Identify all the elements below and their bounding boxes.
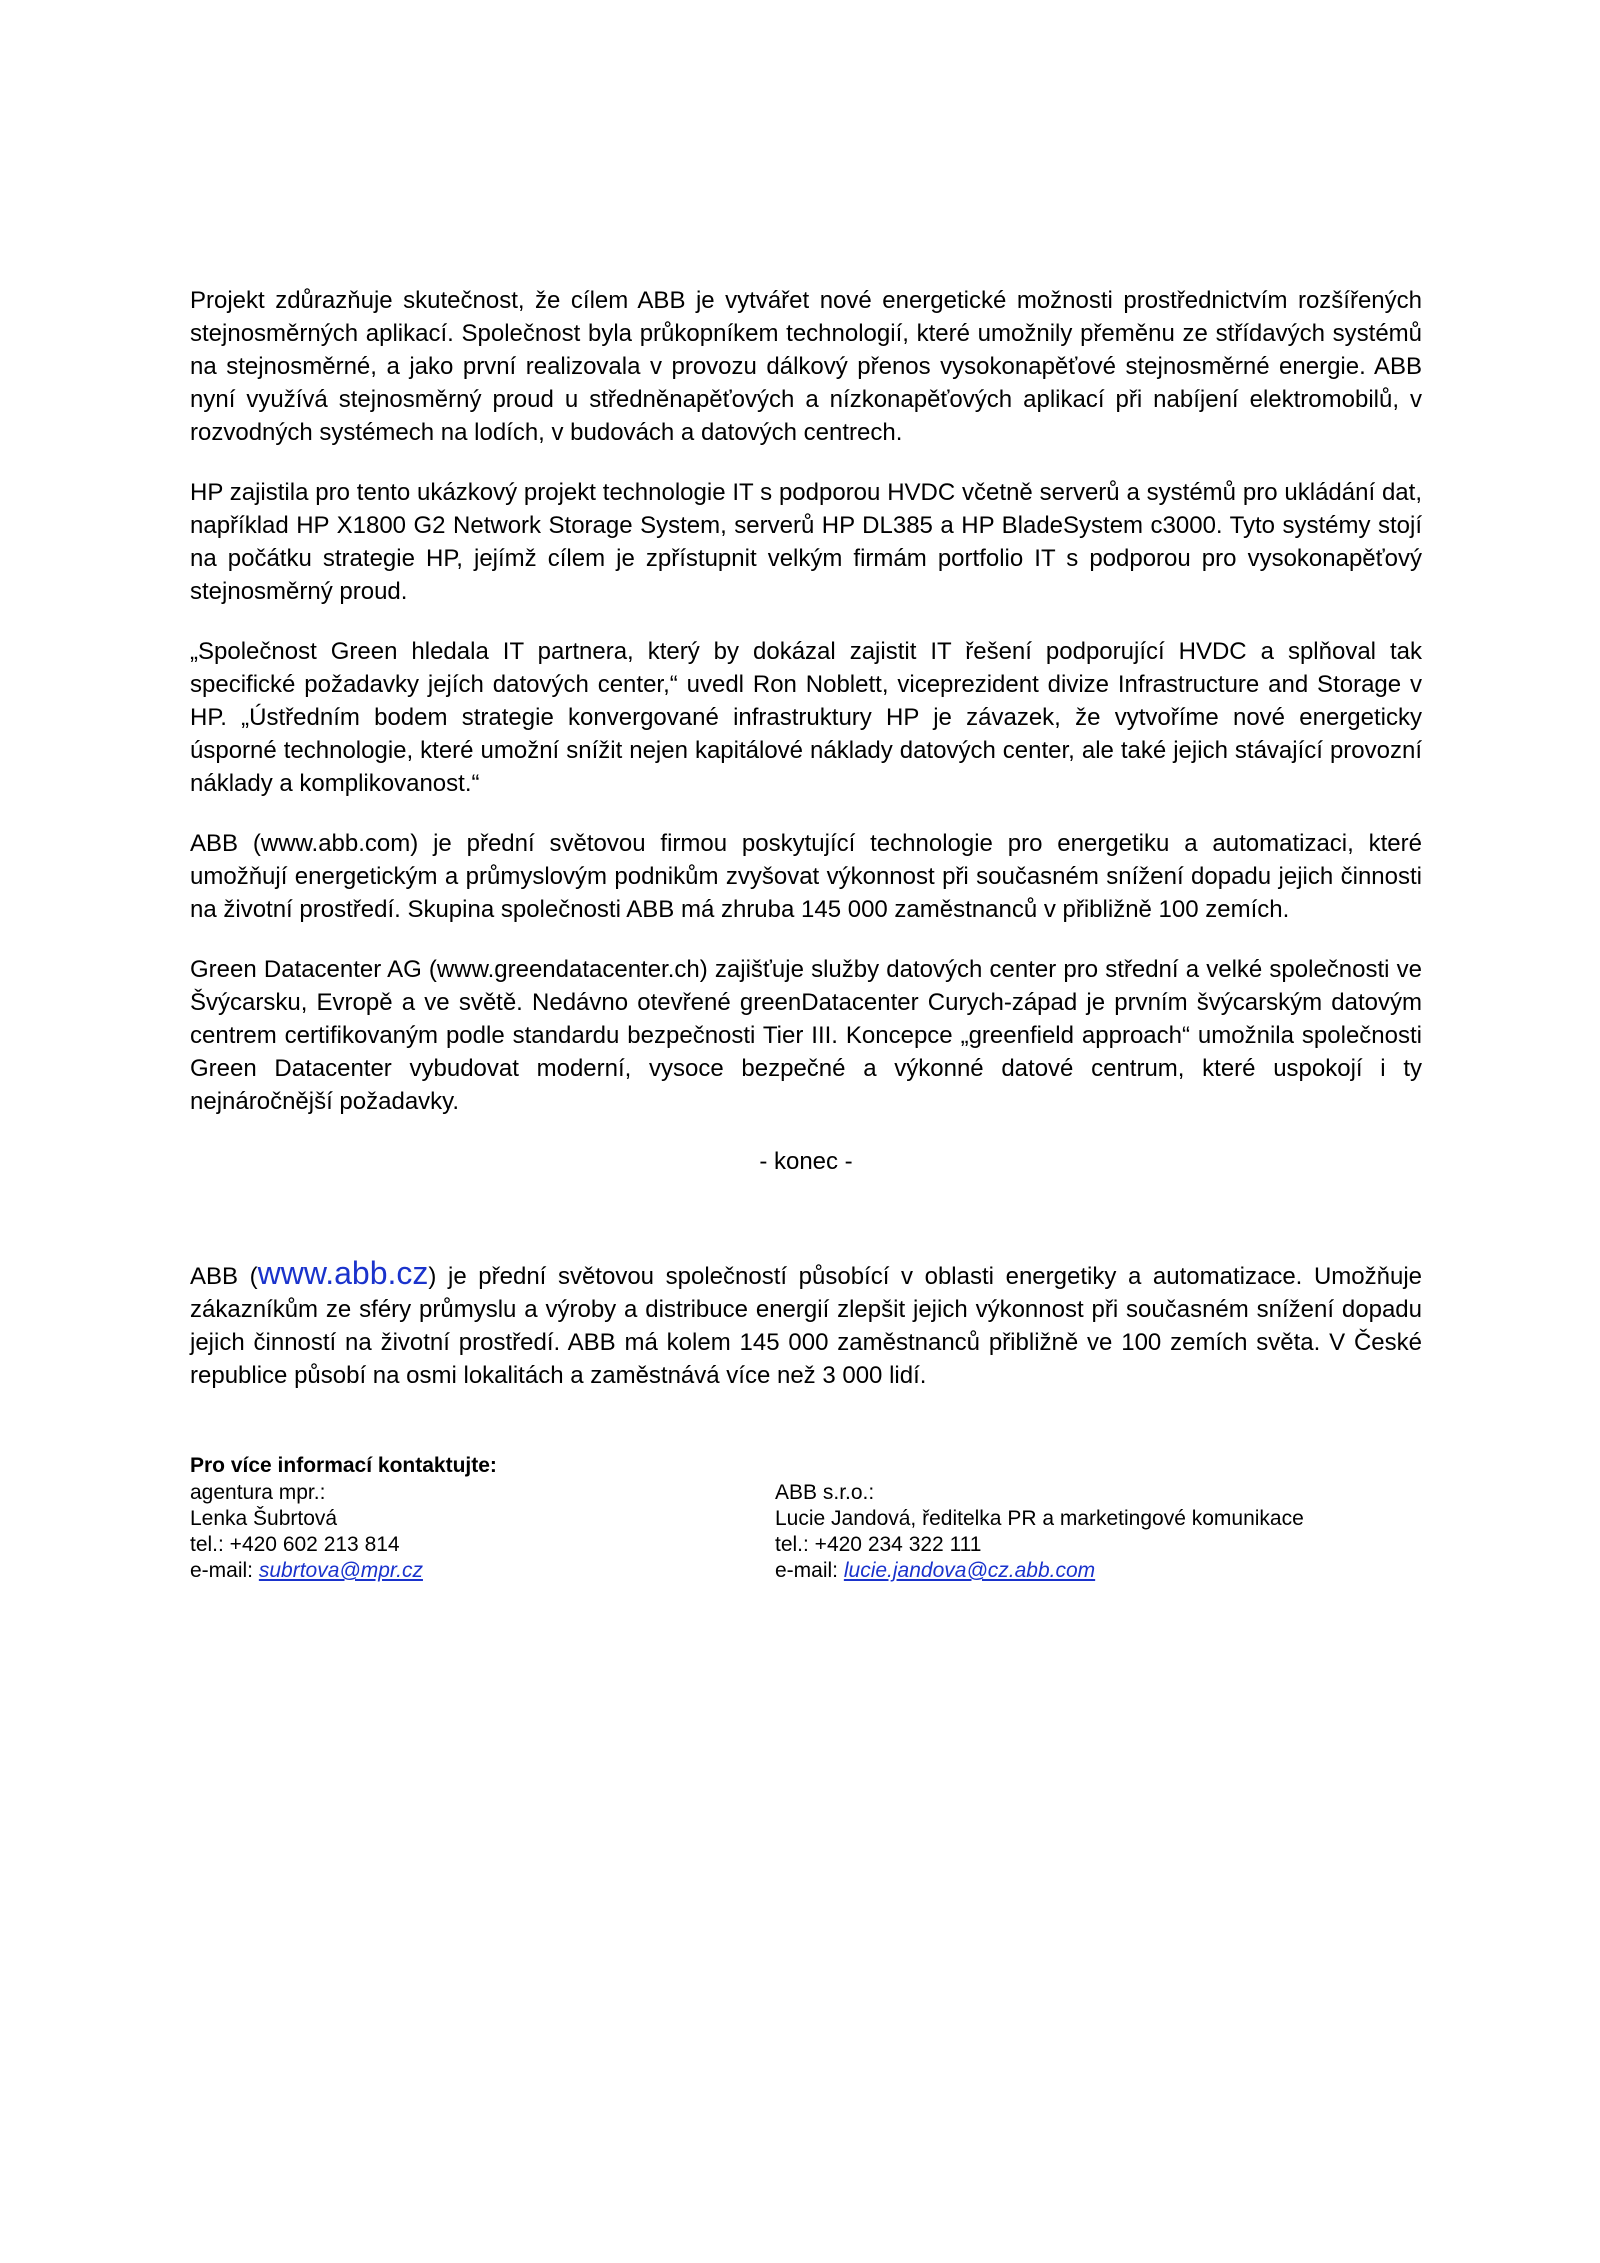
about-text: ) je přední světovou společností působící v oblasti energetiky a automatizace. Umožňuje zákazníkům ze sféry průmyslu a výroby a distribuce energií zlepšit jejich výkonnost při současném snížení dopadu jejich činností na životní prostředí. ABB má kolem 145 000 zaměstnanců přibližně ve 100 zemích světa. V České republice působí na osmi lokalitách a zaměstnává více než 3 000 lidí. — [190, 1263, 1422, 1389]
contact-phone: tel.: +420 234 322 111 — [775, 1533, 982, 1556]
paragraph-green-datacenter: Green Datacenter AG (www.greendatacenter.ch) zajišťuje služby datových center pro střední a velké společnosti ve Švýcarsku, Evropě a ve světě. Nedávno otevřené greenDatacenter Curych-západ je prvním švýcarským datovým centrem certifikovaným podle standardu bezpečnosti Tier III. Koncepce „greenfield approach“ umožnila společnosti Green Datacenter vybudovat moderní, vysoce bezpečné a výkonné datové centrum, které uspokojí i ty nejnáročnější požadavky. — [190, 956, 1422, 1115]
contact-email-row — [775, 1558, 1395, 1584]
paragraph-abb-profile: ABB (www.abb.com) je přední světovou firmou poskytující technologie pro energetiku a automatizaci, které umožňují energetickým a průmyslovým podnikům zvyšovat výkonnost při současném snížení dopadu jejich činnosti na životní prostředí. Skupina společnosti ABB má zhruba 145 000 zaměstnanců v přibližně 100 zemích. — [190, 830, 1422, 923]
contacts-block — [190, 1480, 1422, 1584]
abb-cz-link[interactable]: www.abb.cz — [257, 1255, 429, 1291]
contact-name: Lenka Šubrtová — [190, 1507, 338, 1530]
end-mark: - konec - — [759, 1148, 853, 1175]
about-abb-cz — [190, 1257, 1422, 1392]
email-link-subrtova[interactable]: subrtova@mpr.cz — [258, 1559, 423, 1582]
contact-name: Lucie Jandová, ředitelka PR a marketingové komunikace — [775, 1507, 1304, 1530]
contact-email-row — [190, 1558, 775, 1584]
contact-org: ABB s.r.o.: — [775, 1481, 875, 1504]
about-prefix: ABB ( — [190, 1263, 258, 1290]
email-link-jandova[interactable]: lucie.jandova@cz.abb.com — [843, 1559, 1096, 1582]
contact-org: agentura mpr.: — [190, 1481, 326, 1504]
contact-phone: tel.: +420 602 213 814 — [190, 1533, 400, 1556]
paragraph-hp-technology: HP zajistila pro tento ukázkový projekt technologie IT s podporou HVDC včetně serverů a systémů pro ukládání dat, například HP X1800 G2 Network Storage System, serverů HP DL385 a HP BladeSystem c3000. Tyto systémy stojí na počátku strategie HP, jejímž cílem je zpřístupnit velkým firmám portfolio IT s podporou pro vysokonapěťový stejnosměrný proud. — [190, 479, 1422, 605]
paragraph-hp-quote: „Společnost Green hledala IT partnera, který by dokázal zajistit IT řešení podporující HVDC a splňoval tak specifické požadavky jejích datových center,“ uvedl Ron Noblett, viceprezident divize Infrastructure and Storage v HP. „Ústředním bodem strategie konvergované infrastruktury HP je závazek, že vytvoříme nové energeticky úsporné technologie, které umožní snížit nejen kapitálové náklady datových center, ale také jejich stávající provozní náklady a komplikovanost.“ — [190, 638, 1422, 797]
document-page — [190, 284, 1422, 1584]
paragraph-abb-dc-project: Projekt zdůrazňuje skutečnost, že cílem ABB je vytvářet nové energetické možnosti prostřednictvím rozšířených stejnosměrných aplikací. Společnost byla průkopníkem technologií, které umožnily přeměnu ze střídavých systémů na stejnosměrné, a jako první realizovala v provozu dálkový přenos vysokonapěťové stejnosměrné energie. ABB nyní využívá stejnosměrný proud u středněnapěťových a nízkonapěťových aplikací při nabíjení elektromobilů, v rozvodných systémech na lodích, v budovách a datových centrech. — [190, 287, 1422, 446]
email-label: e-mail: — [775, 1559, 844, 1582]
contact-abb — [775, 1480, 1395, 1584]
contacts-heading: Pro více informací kontaktujte: — [190, 1454, 497, 1477]
email-label: e-mail: — [190, 1559, 259, 1582]
contact-mpr — [190, 1480, 775, 1584]
